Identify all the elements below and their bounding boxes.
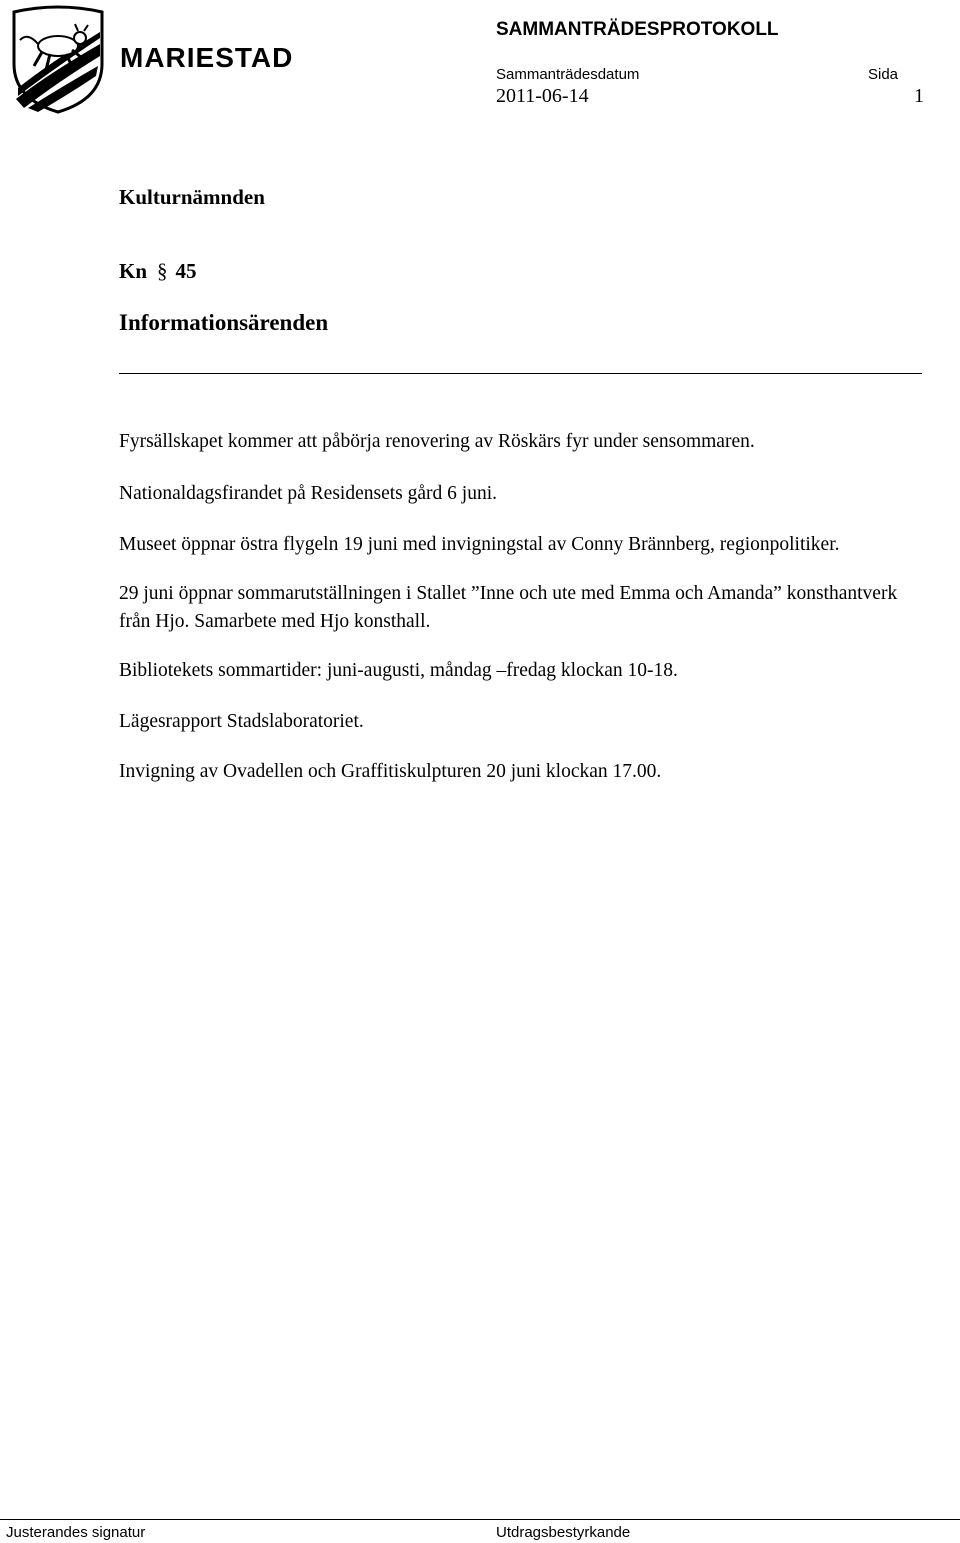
extract-certification-label: Utdragsbestyrkande — [496, 1524, 631, 1541]
document-title: Informationsärenden — [119, 310, 329, 335]
logo-wordmark: MARIESTAD — [120, 42, 294, 73]
page-label: Sida — [868, 66, 899, 83]
title-divider — [119, 373, 922, 374]
paragraph-value: 45 — [175, 259, 197, 283]
meeting-date-label: Sammanträdesdatum — [496, 66, 640, 83]
body-paragraph: Nationaldagsfirandet på Residensets gård 6 juni. — [119, 483, 497, 504]
paragraph-number — [119, 259, 197, 284]
coat-of-arms-icon — [8, 4, 108, 114]
body-paragraph: Bibliotekets sommartider: juni-augusti, måndag –fredag klockan 10-18. — [119, 660, 678, 681]
body-paragraph: 29 juni öppnar sommarutställningen i Stallet ”Inne och ute med Emma och Amanda” konsthantverk från Hjo. Samarbete med Hjo konsthall. — [119, 583, 898, 632]
committee-name: Kulturnämnden — [119, 185, 265, 209]
body-paragraph: Museet öppnar östra flygeln 19 juni med invigningstal av Conny Brännberg, regionpolitiker. — [119, 534, 840, 555]
section-sign: § — [157, 259, 168, 283]
footer-divider — [0, 1519, 960, 1520]
page-number: 1 — [914, 85, 924, 107]
document-type: SAMMANTRÄDESPROTOKOLL — [496, 19, 779, 40]
paragraph-prefix: Kn — [119, 259, 148, 283]
body-paragraph: Lägesrapport Stadslaboratoriet. — [119, 711, 364, 732]
mariestad-logo — [8, 4, 294, 114]
meeting-date-value: 2011-06-14 — [496, 85, 589, 107]
signature-label: Justerandes signatur — [6, 1524, 146, 1541]
body-paragraph: Invigning av Ovadellen och Graffitiskulpturen 20 juni klockan 17.00. — [119, 761, 662, 782]
body-paragraph: Fyrsällskapet kommer att påbörja renovering av Röskärs fyr under sensommaren. — [119, 431, 755, 452]
